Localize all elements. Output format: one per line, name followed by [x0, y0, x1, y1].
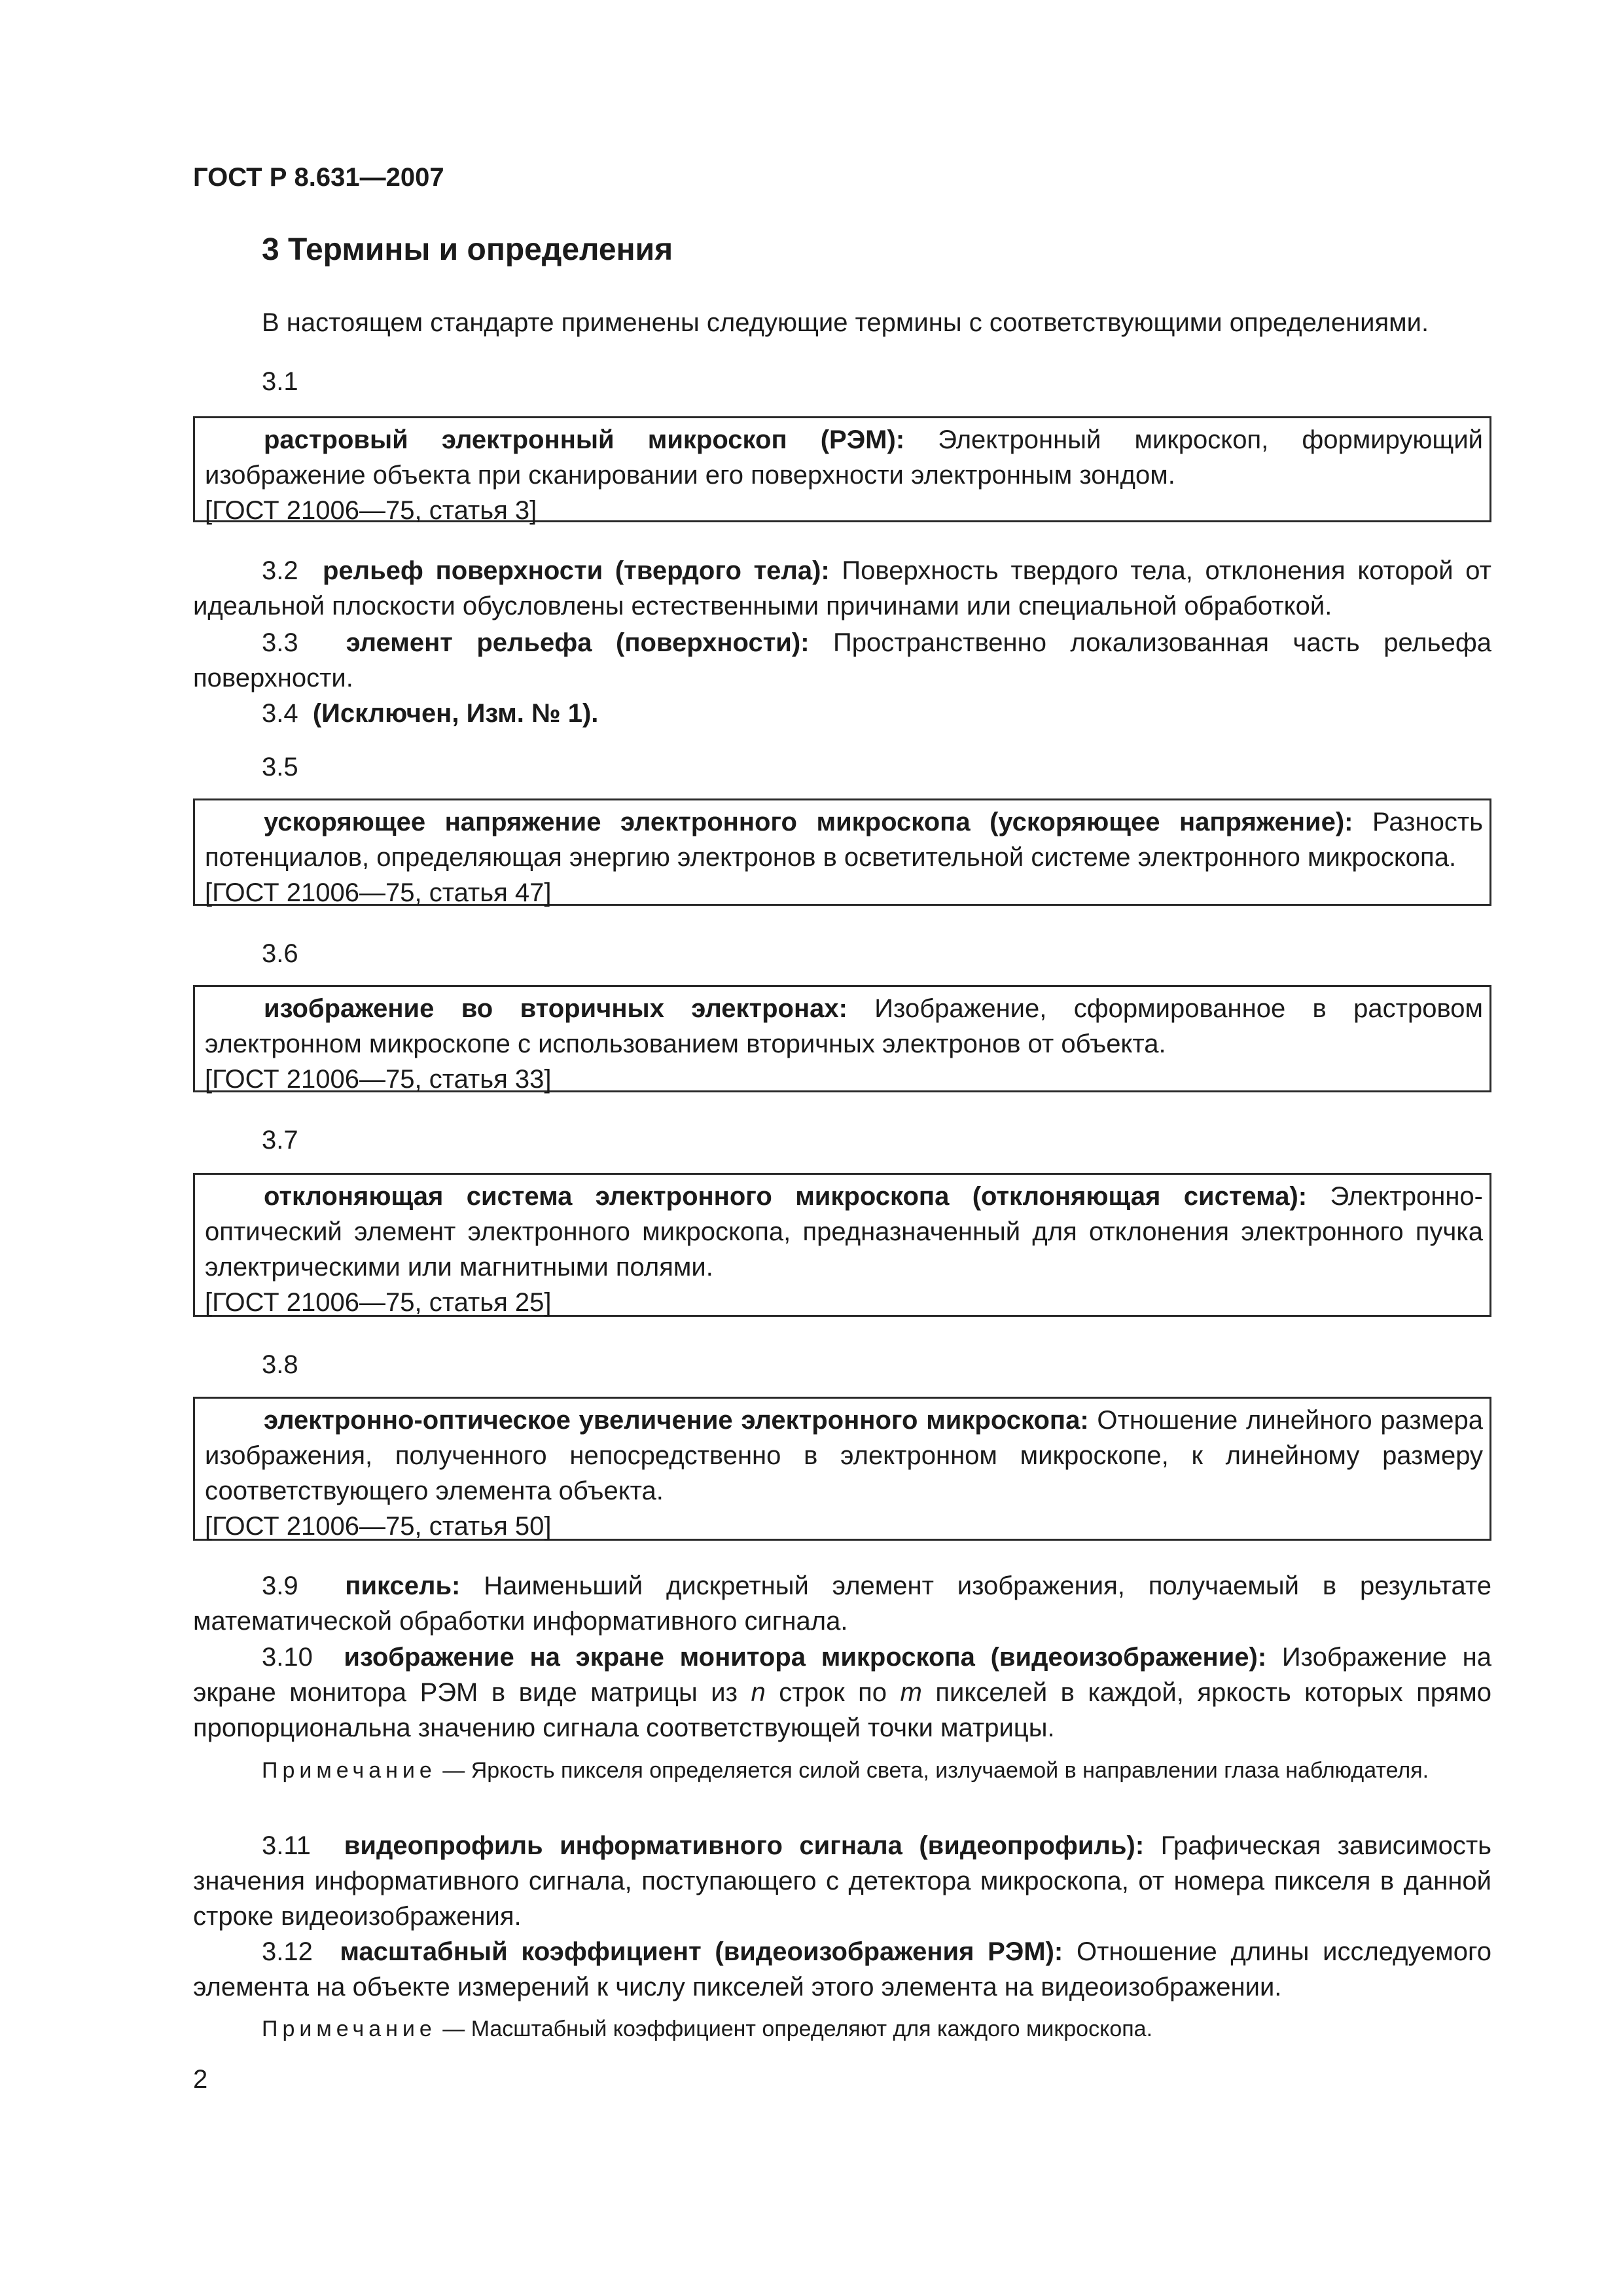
- definition-text: Изображение, сформированное в растровом электронном микроскопе с использованием вторичных электронов от объекта.: [205, 994, 1483, 1058]
- note-label: Примечание: [262, 2017, 437, 2041]
- term-source: [ГОСТ 21006—75, статья 25]: [205, 1288, 552, 1317]
- term-name: масштабный коэффициент (видеоизображения РЭМ):: [340, 1937, 1063, 1966]
- term-paragraph: [193, 1640, 1491, 1746]
- term-name: рельеф поверхности (твердого тела):: [323, 556, 830, 585]
- term-box: [193, 798, 1491, 906]
- definition-text: Электронный микроскоп, формирующий изображение объекта при сканировании его поверхности электронным зондом.: [205, 425, 1484, 490]
- term-number: 3.9: [262, 1571, 298, 1600]
- term-box: [193, 985, 1491, 1092]
- term-source: [ГОСТ 21006—75, статья 47]: [205, 878, 552, 907]
- term-paragraph: [193, 1934, 1491, 2005]
- term-number: 3.8: [262, 1350, 298, 1379]
- term-number: 3.3: [262, 628, 298, 657]
- term-number: 3.12: [262, 1937, 313, 1966]
- note: [193, 2013, 1491, 2045]
- term-number: 3.1: [262, 367, 298, 396]
- term-paragraph: [193, 1568, 1491, 1639]
- document-header: ГОСТ Р 8.631—2007: [193, 163, 444, 192]
- intro-text: В настоящем стандарте применены следующие термины с соответствующими определениями.: [262, 308, 1429, 337]
- term-name: пиксель:: [345, 1571, 461, 1600]
- term-definition: [205, 804, 1483, 875]
- term-box: [193, 1397, 1491, 1541]
- definition-text: Поверхность твердого тела, отклонения которой от идеальной плоскости обусловлены естественными причинами или специальной обработкой.: [193, 556, 1491, 620]
- term-definition: [205, 1179, 1483, 1285]
- term-number: 3.4: [262, 699, 298, 728]
- term-box: [193, 416, 1491, 525]
- term-number: 3.6: [262, 939, 298, 968]
- term-name: изображение на экране монитора микроскопа (видеоизображение):: [344, 1643, 1267, 1672]
- term-name: (Исключен, Изм. № 1).: [312, 699, 599, 728]
- definition-text: Разность потенциалов, определяющая энергию электронов в осветительной системе электронного микроскопа.: [205, 808, 1483, 872]
- term-number: 3.7: [262, 1126, 298, 1155]
- term-definition: [205, 1403, 1483, 1509]
- term-name: изображение во вторичных электронах:: [264, 994, 847, 1023]
- term-number: 3.5: [262, 753, 298, 781]
- definition-text: Изображение на экране монитора РЭМ в виде матрицы из: [193, 1643, 1491, 1707]
- definition-text: Отношение длины исследуемого элемента на объекте измерений к числу пикселей этого элемента на видеоизображении.: [193, 1937, 1491, 2001]
- note-text: — Яркость пикселя определяется силой света, излучаемой в направлении глаза наблюдателя.: [436, 1758, 1429, 1783]
- term-paragraph: [193, 553, 1491, 624]
- term-definition: [205, 422, 1483, 493]
- term-number: 3.10: [262, 1643, 313, 1672]
- term-number: 3.11: [262, 1831, 311, 1860]
- definition-text: Наименьший дискретный элемент изображения, получаемый в результате математической обработки информативного сигнала.: [193, 1571, 1491, 1636]
- term-name: ускоряющее напряжение электронного микроскопа (ускоряющее напряжение):: [264, 808, 1353, 836]
- definition-text: Электронно-оптический элемент электронного микроскопа, предназначенный для отклонения электронного пучка электрическими или магнитными полями.: [205, 1182, 1483, 1282]
- matrix-rows-variable: n: [751, 1678, 766, 1707]
- term-box: [193, 1173, 1491, 1317]
- term-name: электронно-оптическое увеличение электронного микроскопа:: [264, 1406, 1089, 1435]
- note-text: — Масштабный коэффициент определяют для каждого микроскопа.: [436, 2017, 1153, 2041]
- term-name: отклоняющая система электронного микроскопа (отклоняющая система):: [264, 1182, 1308, 1211]
- term-paragraph: [193, 1828, 1491, 1934]
- note-label: Примечание: [262, 1758, 437, 1783]
- page-number: 2: [193, 2065, 208, 2094]
- definition-text: Графическая зависимость значения информативного сигнала, поступающего с детектора микроскопа, от номера пикселя в данной строке видеоизображения.: [193, 1831, 1491, 1931]
- term-name: видеопрофиль информативного сигнала (видеопрофиль):: [344, 1831, 1145, 1860]
- term-paragraph: [193, 625, 1491, 696]
- term-name: растровый электронный микроскоп (РЭМ):: [264, 425, 905, 454]
- definition-text: строк по: [765, 1678, 901, 1707]
- term-source: [ГОСТ 21006—75, статья 33]: [205, 1065, 552, 1094]
- matrix-columns-variable: m: [900, 1678, 922, 1707]
- definition-text: Отношение линейного размера изображения, полученного непосредственно в электронном микроскопе, к линейному размеру соответствующего элемента объекта.: [205, 1406, 1483, 1505]
- definition-text: пикселей в каждой, яркость которых прямо пропорциональна значению сигнала соответствующей точки матрицы.: [193, 1678, 1491, 1742]
- term-number: 3.2: [262, 556, 298, 585]
- note: [193, 1754, 1491, 1787]
- term-definition: [205, 991, 1483, 1062]
- term-source: [ГОСТ 21006—75, статья 3]: [205, 496, 537, 525]
- term-paragraph: [193, 696, 1491, 731]
- term-name: элемент рельефа (поверхности):: [346, 628, 810, 657]
- term-source: [ГОСТ 21006—75, статья 50]: [205, 1512, 552, 1541]
- section-title: 3 Термины и определения: [262, 232, 673, 267]
- definition-text: Пространственно локализованная часть рельефа поверхности.: [193, 628, 1491, 692]
